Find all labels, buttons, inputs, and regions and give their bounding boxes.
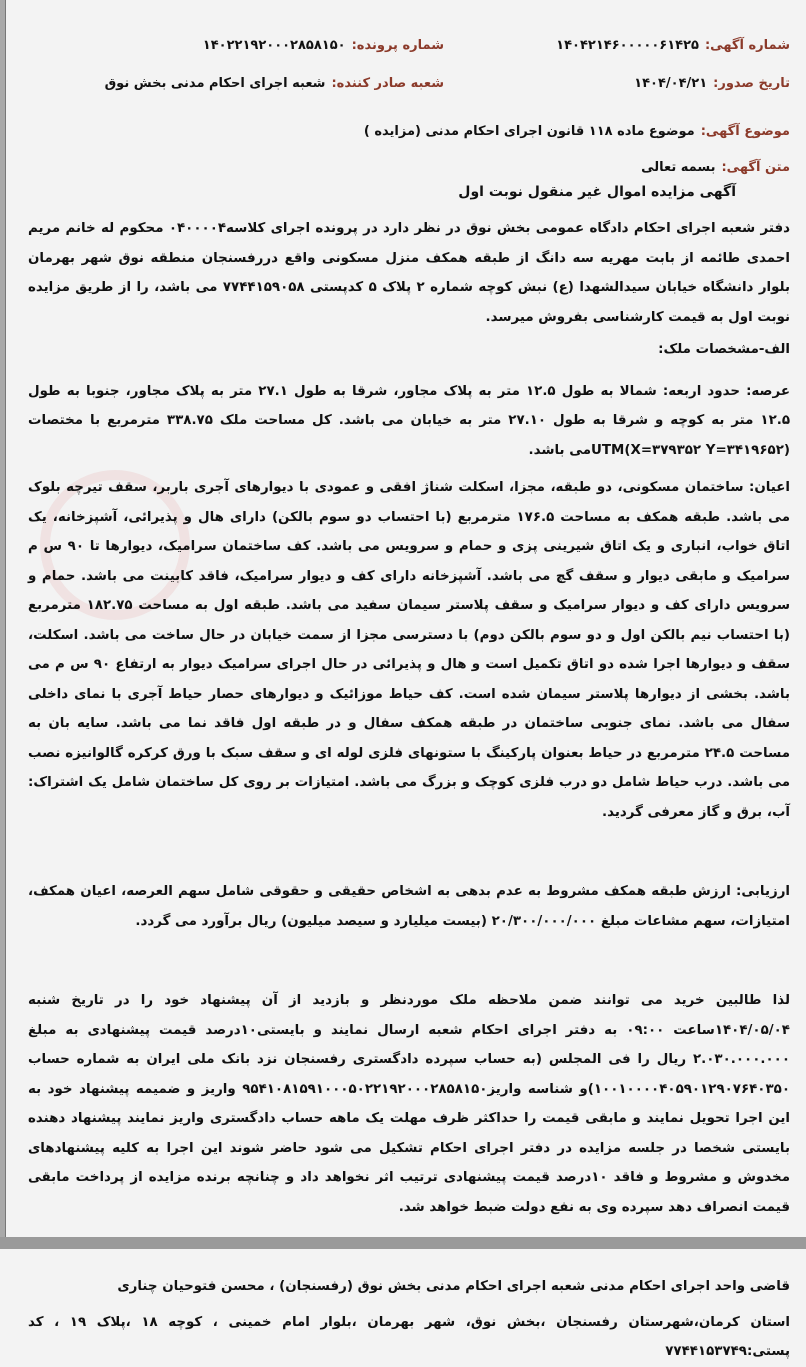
notice-number-label: شماره آگهی: xyxy=(704,38,790,53)
notice-text-label: متن آگهی: xyxy=(721,160,790,175)
issuer-label: شعبه صادر کننده: xyxy=(331,76,444,91)
issue-date-value: ۱۴۰۴/۰۴/۲۱ xyxy=(634,76,708,91)
paragraph-building: اعیان: ساختمان مسکونی، دو طبقه، مجزا، اسکلت شناژ افقی و عمودی با دیوارهای آجری باربر، سقف تیرچه بلوک می باشد. طبقه همکف به مساحت ۱۷۶.۵ مترمربع (با احتساب دو سوم بالکن) دارای هال و پذیرائی، آشپزخانه، یک اتاق خواب، انباری و یک اتاق شیرینی پزی و حمام و سرویس می باشد. کف ساختمان سرامیک، دیوارها تا ۹۰ س م سرامیک و مابقی دیوار و سقف گچ می باشد. آشپزخانه دارای کف و دیوار سرامیک، فاقد کابینت می باشد. حمام و سرویس دارای کف و دیوار سرامیک و سقف پلاستر سیمان سفید می باشد. طبقه اول به مساحت ۱۸۲.۷۵ مترمربع (با احتساب نیم بالکن اول و دو سوم بالکن دوم) با دسترسی مجزا از سمت خیابان در حال ساخت می باشد. اسکلت، سقف و دیوارها اجرا شده دو اتاق تکمیل است و هال و پذیرائی در حال اجرای سرامیک دیوار به ارتفاع ۹۰ س م می باشد. بخشی از دیوارها پلاستر سیمان شده است. کف حیاط موزائیک و دیوارهای حصار حیاط آجری با نمای داخلی سفال می باشد. نمای جنوبی ساختمان در طبقه همکف سفال و در طبقه اول فاقد نما می باشد. سایه بان به مساحت ۲۴.۵ مترمربع در حیاط بعنوان پارکینگ با ستونهای فلزی لوله ای و سقف سبک با ورق کرکره گالوانیزه نصب می باشد. درب حیاط شامل دو درب فلزی کوچک و بزرگ می باشد. امتیازات بر روی کل ساختمان شامل یک اشتراک: آب، برق و گاز معرفی گردید. xyxy=(28,480,791,820)
notice-title: آگهی مزایده اموال غیر منقول نوبت اول xyxy=(458,184,736,200)
subject xyxy=(364,124,790,139)
issuer-value: شعبه اجرای احکام مدنی بخش نوق xyxy=(104,76,326,91)
address: استان کرمان،شهرستان رفسنجان ،بخش نوق، شهر بهرمان ،بلوار امام خمینی ، کوچه ۱۸ ،پلاک ۱۹ ، کد پستی:۷۷۴۴۱۵۳۷۴۹ xyxy=(28,1314,790,1359)
signature: قاضی واحد اجرای احکام مدنی شعبه اجرای احکام مدنی بخش نوق (رفسنجان) ، محسن فتوحیان چناری xyxy=(117,1279,790,1294)
notice-number xyxy=(556,38,790,53)
opening: بسمه تعالی xyxy=(641,160,716,175)
subject-label: موضوع آگهی: xyxy=(700,124,790,139)
bottom-scrollbar[interactable] xyxy=(0,1237,806,1249)
section-heading: الف-مشخصات ملک: xyxy=(658,342,790,357)
notice-number-value: ۱۴۰۴۲۱۴۶۰۰۰۰۰۶۱۴۲۵ xyxy=(556,38,699,53)
paragraph-intro: دفتر شعبه اجرای احکام دادگاه عمومی بخش نوق در نظر دارد در پرونده اجرای کلاسه۰۴۰۰۰۰۴ محکوم له خانم مریم احمدی طائمه از بابت مهریه سه دانگ از طبقه همکف منزل مسکونی واقع دررفسنجان منطقه نوق شهر بهرمان بلوار دانشگاه خیابان سیدالشهدا (ع) نبش کوچه شماره ۲ پلاک ۵ کدپستی ۷۷۴۴۱۵۹۰۵۸ می باشد، را از طریق مزایده نوبت اول به قیمت کارشناسی بفروش میرسد. xyxy=(28,221,791,325)
notice-text-header xyxy=(641,160,790,175)
file-number-value: ۱۴۰۲۲۱۹۲۰۰۰۲۸۵۸۱۵۰ xyxy=(202,38,346,53)
left-border xyxy=(0,0,6,1249)
paragraph-terms: لذا طالبین خرید می توانند ضمن ملاحظه ملک موردنظر و بازدید از آن پیشنهاد خود را در تاریخ شنبه ۱۴۰۴/۰۵/۰۴ساعت ۰۹:۰۰ به دفتر اجرای احکام شعبه ارسال نمایند و بایستی۱۰درصد قیمت پیشنهادی به مبلغ ۲.۰۳۰.۰۰۰.۰۰۰ ریال را فی المجلس (به حساب سپرده دادگستری رفسنجان نزد بانک ملی ایران به شماره حساب ۱۰۰۱۰۰۰۰۴۰۵۹۰۱۲۹۰۷۶۴۰۳۵۰)و شناسه واریز۹۵۴۱۰۸۱۵۹۱۰۰۰۵۰۲۲۱۹۲۰۰۰۲۸۵۸۱۵۰ واریز و ضمیمه پیشنهاد خود به این اجرا تحویل نمایند و مابقی قیمت را حداکثر ظرف مهلت یک ماهه حساب دادگستری واریز نمایند پیشنهاد دهنده بایستی شخصا در جلسه مزایده در دفتر اجرای احکام تشکیل می شود حاضر شوند این اجرا به کلیه پیشنهادهای مخدوش و مشروط و فاقد ۱۰درصد قیمت پیشنهادی ترتیب اثر نخواهد داد و چنانچه برنده مزایده از پرداخت مابقی قیمت انصراف دهد سپرده وی به نفع دولت ضبط خواهد شد. xyxy=(28,993,790,1215)
issuer xyxy=(105,76,444,91)
issue-date-label: تاریخ صدور: xyxy=(713,76,790,91)
file-number xyxy=(203,38,444,53)
paragraph-valuation: ارزیابی: ارزش طبقه همکف مشروط به عدم بدهی به اشخاص حقیقی و حقوقی شامل سهم العرصه، اعیان همکف، امتیازات، سهم مشاعات مبلغ ۲۰/۳۰۰/۰۰۰/۰۰۰ (بیست میلیارد و سیصد میلیون) ریال برآورد می گردد. xyxy=(28,884,790,929)
notice-body xyxy=(28,214,790,1367)
issue-date xyxy=(634,76,790,91)
subject-value: موضوع ماده ۱۱۸ قانون اجرای احکام مدنی (مزایده ) xyxy=(363,124,695,139)
paragraph-land: عرصه: حدود اربعه: شمالا به طول ۱۲.۵ متر به پلاک مجاور، شرقا به طول ۲۷.۱ متر به پلاک مجاور، جنوبا به طول ۱۲.۵ متر به کوچه و شرقا به طول ۲۷.۱۰ متر به خیابان می باشد. کل مساحت ملک ۳۳۸.۷۵ مترمربع با مختصات UTM(X=۳۷۹۳۵۲ Y=۳۴۱۹۶۵۲)می باشد. xyxy=(28,383,790,458)
file-number-label: شماره پرونده: xyxy=(351,38,444,53)
